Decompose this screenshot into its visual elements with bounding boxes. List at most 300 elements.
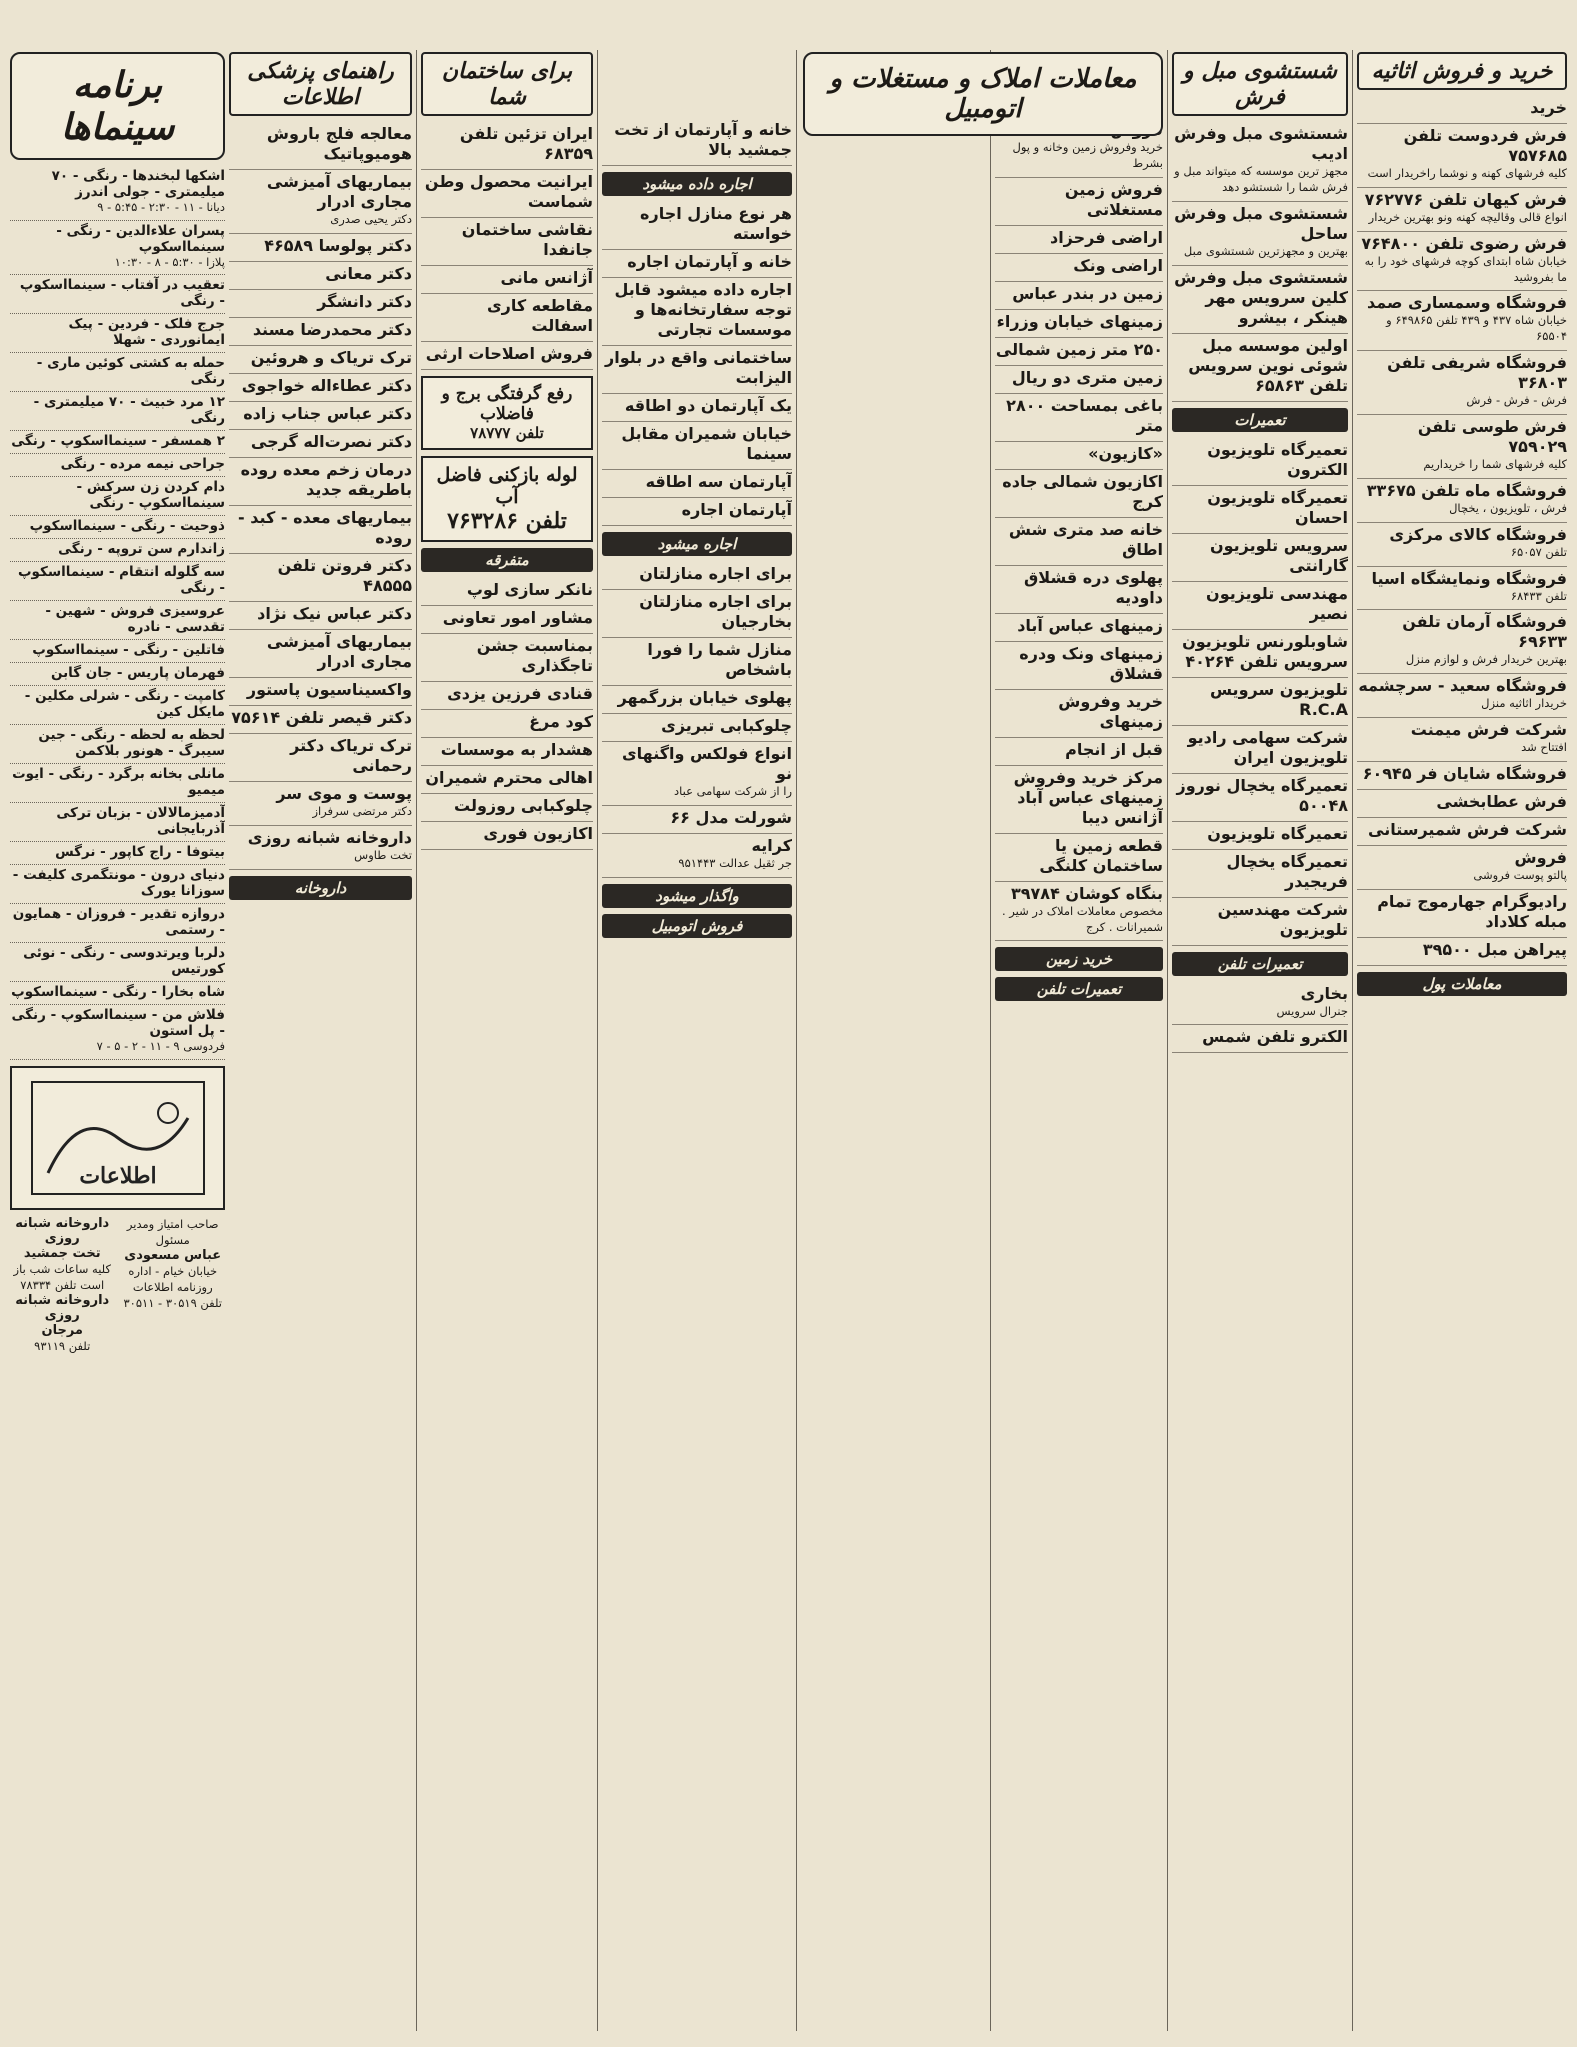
- cinema-film-title: آدمیزمالالان - بزبان ترکی آذربایجانی: [56, 805, 225, 838]
- cinema-film-title: سه گلوله انتقام - سینمااسکوپ - رنگی: [17, 564, 225, 597]
- publisher-label: صاحب امتیاز ومدیر مسئول: [126, 1216, 219, 1247]
- pharmacy-title: داروخانه شبانه روزی: [15, 1215, 110, 1246]
- ad-title: پیراهن مبل ۳۹۵۰۰: [1422, 939, 1567, 959]
- ad-title: فروش: [1514, 848, 1567, 868]
- ad-title: شرکت سهامی رادیو تلویزیون ایران: [1187, 727, 1348, 767]
- ad-title: فرش کیهان تلفن ۷۶۲۷۷۶: [1364, 189, 1567, 209]
- classified-ad: [602, 806, 792, 834]
- ad-title: خیابان شمیران مقابل سینما: [621, 424, 792, 463]
- ad-body: جنرال سرویس: [1276, 1003, 1348, 1018]
- ad-title: فرش طوسی تلفن ۷۵۹۰۲۹: [1417, 417, 1567, 457]
- classified-ad: [1357, 846, 1567, 890]
- classified-ad: [602, 202, 792, 250]
- column-divider: [1352, 50, 1353, 2031]
- classified-ad: [995, 614, 1163, 642]
- classified-ad: [1357, 523, 1567, 567]
- ad-title: تعمیرگاه یخچال نوروز ۵۰۰۴۸: [1176, 775, 1348, 815]
- section-bar: تعمیرات: [1172, 408, 1348, 432]
- ad-list: [1172, 122, 1348, 402]
- ad-title: تعمیرگاه تلویزیون احسان: [1207, 487, 1348, 527]
- ad-body: دکتر مرتضی سرفراز: [312, 803, 412, 818]
- classified-ad: [995, 226, 1163, 254]
- ad-body: تخت طاوس: [354, 847, 412, 862]
- ad-list: [421, 122, 593, 370]
- column-medical: [229, 52, 412, 2033]
- classified-ad: [1172, 582, 1348, 630]
- cinema-film-title: ۱۲ مرد خبیث - ۷۰ میلیمتری - رنگی: [33, 394, 225, 427]
- pharmacy-title: داروخانه شبانه روزی: [15, 1292, 110, 1323]
- column-divider: [416, 50, 417, 2031]
- ad-title: تعمیرگاه یخچال فریجیدر: [1226, 851, 1348, 891]
- classified-ad: [1172, 898, 1348, 946]
- ad-body: تلفن ۶۵۰۵۷: [1510, 544, 1567, 559]
- section-header: شستشوی مبل و فرش: [1172, 52, 1348, 116]
- pharmacy-info: کلیه ساعات شب باز است تلفن ۷۸۳۳۴: [13, 1261, 111, 1292]
- classified-ad: [421, 266, 593, 294]
- cinema-film-title: بیتوفا - راج کاپور - نرگس: [55, 844, 225, 861]
- ad-title: قبل از انجام: [1065, 739, 1163, 759]
- classified-ad: [995, 766, 1163, 834]
- ad-title: اولین موسسه مبل شوئی نوین سرویس تلفن ۶۵۸۶۳: [1188, 335, 1348, 395]
- classified-ad: [1172, 850, 1348, 898]
- classified-ad: [229, 602, 412, 630]
- ad-title: فرش عطابخشی: [1436, 792, 1567, 812]
- classified-ad: [1172, 822, 1348, 850]
- cinema-film-title: زاندارم سن تروپه - رنگی: [58, 541, 225, 558]
- ad-title: پهلوی دره قشلاق داودیه: [1023, 567, 1163, 607]
- ad-title: شرکت فرش شمیرستانی: [1368, 820, 1567, 840]
- cinema-film-title: فلاش من - سینمااسکوپ - رنگی - پل استون: [11, 1007, 225, 1040]
- classified-ad: [1172, 726, 1348, 774]
- classified-ad: [229, 630, 412, 678]
- ad-title: شورلت مدل ۶۶: [670, 807, 792, 827]
- classified-ad: [602, 498, 792, 526]
- classified-ad: [995, 366, 1163, 394]
- ad-body: دکتر یحیی صدری: [330, 212, 412, 226]
- cinema-listing: [10, 275, 225, 314]
- classified-ad: [1172, 334, 1348, 402]
- classified-ad: [1172, 266, 1348, 334]
- column-divider: [597, 50, 598, 2031]
- cinema-listing: [10, 842, 225, 865]
- classified-ad: [421, 794, 593, 822]
- ad-box-drain: [421, 376, 593, 450]
- classified-ad: [421, 738, 593, 766]
- cinema-listing: [10, 982, 225, 1005]
- pharmacy-info: تلفن ۹۳۱۱۹: [34, 1338, 91, 1353]
- cinema-listing: [10, 314, 225, 353]
- cinema-list: [10, 166, 225, 1060]
- ad-title: بیماریهای آمیزشی مجاری ادرار: [266, 172, 412, 211]
- ad-title: آژانس مانی: [500, 268, 593, 287]
- ad-title: ایرانیت محصول وطن شماست: [424, 172, 593, 211]
- classified-ad: [229, 122, 412, 170]
- cinema-listing: [10, 516, 225, 539]
- ad-title: قنادی فرزین یزدی: [447, 684, 593, 703]
- cinema-listing: [10, 454, 225, 477]
- column-divider: [1167, 50, 1168, 2031]
- cinema-listing: [10, 640, 225, 663]
- ad-title: مهندسی تلویزیون نصیر: [1206, 583, 1348, 623]
- classified-ad: [602, 470, 792, 498]
- ad-title: شستشوی مبل وفرش ساحل: [1174, 203, 1348, 243]
- cinema-listing: [10, 1005, 225, 1060]
- ad-title: فروشگاه کالای مرکزی: [1389, 524, 1567, 544]
- cinema-listing: [10, 166, 225, 221]
- classified-ad: [229, 826, 412, 870]
- ad-title: نقاشی ساختمان جانفدا: [461, 220, 593, 259]
- ad-title: فرش رضوی تلفن ۷۶۴۸۰۰: [1361, 233, 1567, 253]
- ad-title: شرکت مهندسین تلویزیون: [1217, 899, 1348, 939]
- ad-title: بیماریهای آمیزشی مجاری ادرار: [266, 631, 412, 671]
- ad-list: [421, 578, 593, 850]
- ad-title: خانه صد متری شش اطاق: [1008, 519, 1163, 559]
- classified-ad: [1172, 774, 1348, 822]
- ad-title: منازل شما را فورا باشخاص: [647, 640, 792, 679]
- cinema-film-title: کامپت - رنگی - شرلی مکلین - مایکل کین: [24, 688, 225, 721]
- ad-title: زمین متری دو ریال: [1011, 367, 1163, 387]
- classified-ad: [421, 218, 593, 266]
- ad-body: کلیه فرشهای شما را خریداریم: [1423, 457, 1567, 472]
- classified-ad: [229, 458, 412, 506]
- ad-body: پالتو پوست فروشی: [1473, 868, 1567, 883]
- classified-ad: [1357, 415, 1567, 479]
- ad-body: جر ثقیل عدالت ۹۵۱۴۴۳: [678, 855, 792, 870]
- column-rentals: [602, 118, 792, 2033]
- classified-ad: [602, 346, 792, 394]
- ad-title: اراضی ونک: [1073, 255, 1163, 275]
- classified-ad: [421, 822, 593, 850]
- classified-ad: [229, 262, 412, 290]
- publisher-name: عباس مسعودی: [124, 1247, 222, 1263]
- classified-ad: [1172, 982, 1348, 1026]
- classified-ad: [995, 178, 1163, 226]
- cinema-film-title: ۲ همسفر - سینمااسکوپ - رنگی: [11, 433, 225, 450]
- classified-ad: [1357, 124, 1567, 188]
- cinema-film-title: عروسیزی فروش - شهین - تقدسی - نادره: [45, 603, 225, 636]
- ad-title: فروشگاه شریفی تلفن ۳۶۸۰۳: [1387, 353, 1567, 393]
- ad-title: زمینهای عباس آباد: [1017, 615, 1163, 635]
- classified-ad: [1172, 202, 1348, 266]
- classified-ad: [1357, 232, 1567, 292]
- classified-ad: [602, 422, 792, 470]
- ad-title: خرید: [1530, 98, 1567, 117]
- cinema-listing: [10, 477, 225, 516]
- classified-ad: [995, 442, 1163, 470]
- ad-body: خریدار اثاثیه منزل: [1481, 696, 1567, 711]
- section-bar: داروخانه: [229, 876, 412, 900]
- ad-title: زمینهای ونک ودره قشلاق: [1019, 643, 1163, 683]
- ad-title: فروشگاه ونمایشگاه اسیا: [1371, 568, 1567, 588]
- ad-title: آپارتمان سه اطاقه: [645, 472, 792, 491]
- classified-ad: [229, 346, 412, 374]
- classified-ad: [421, 342, 593, 370]
- ad-title: ترک تریاک و هروئین: [250, 347, 412, 367]
- classified-ad: [421, 122, 593, 170]
- column-cinemas: [10, 52, 225, 2033]
- ad-list: [229, 122, 412, 870]
- ad-title: ترک تریاک دکتر رحمانی: [290, 735, 412, 775]
- ad-title: ساختمانی واقع در بلوار الیزابت: [605, 348, 792, 387]
- classified-ad: [995, 882, 1163, 942]
- cinema-listing: [10, 562, 225, 601]
- classified-ad: [1357, 938, 1567, 966]
- ad-title: داروخانه شبانه روزی: [247, 827, 412, 847]
- ad-list: [602, 118, 792, 166]
- column-furniture: [1357, 52, 1567, 2033]
- ad-title: تعمیرگاه تلویزیون الکترون: [1207, 439, 1348, 479]
- classified-ad: [602, 118, 792, 166]
- ad-title: دکتر پولوسا ۴۶۵۸۹: [264, 235, 412, 255]
- ad-title: خرید وفروش زمینهای: [1058, 691, 1163, 731]
- classified-ad: [1357, 718, 1567, 762]
- ad-title: الکترو تلفن شمس: [1202, 1027, 1348, 1047]
- classified-ad: [1357, 818, 1567, 846]
- cinema-film-title: دلربا ویرتدوسی - رنگی - نوئی کورتیس: [23, 945, 225, 978]
- cinema-showtimes: فردوسی ۹ - ۱۱ - ۲ - ۵ - ۷: [96, 1039, 225, 1054]
- classified-ad: [602, 562, 792, 590]
- section-bar: متفرقه: [421, 548, 593, 572]
- classified-ad: [602, 638, 792, 686]
- publisher-block: [121, 1216, 226, 1354]
- ad-list: [602, 202, 792, 526]
- ad-title: فروشگاه ماه تلفن ۳۳۶۷۵: [1366, 480, 1567, 500]
- classified-ad: [421, 170, 593, 218]
- classified-ad: [995, 642, 1163, 690]
- cinema-listing: [10, 353, 225, 392]
- classified-ad: [421, 634, 593, 682]
- classified-ad: [421, 766, 593, 794]
- cinema-film-title: جرج فلک - فردین - پیک ایمانوردی - شهلا: [68, 316, 225, 349]
- column-divider: [796, 50, 797, 2031]
- ad-body: مخصوص معاملات املاک در شیر . شمیرانات . کرج: [1001, 903, 1163, 934]
- classified-ad: [1172, 630, 1348, 678]
- classified-ad: [1172, 534, 1348, 582]
- ad-box-line: رفع گرفتگی برج و فاضلاب: [441, 384, 573, 424]
- cinema-listing: [10, 539, 225, 562]
- ad-box-sewer: [421, 456, 593, 542]
- classified-ad: [229, 554, 412, 602]
- cinema-film-title: جراحی نیمه مرده - رنگی: [60, 456, 225, 473]
- ad-list: [1172, 438, 1348, 946]
- cinema-film-title: دام کردن زن سرکش - سینمااسکوپ - رنگی: [76, 479, 225, 512]
- cinema-listing: [10, 431, 225, 454]
- cinema-film-title: ذوحیت - رنگی - سینمااسکوپ: [29, 518, 225, 535]
- classified-ad: [995, 338, 1163, 366]
- ad-title: پهلوی خیابان بزرگمهر: [617, 688, 792, 707]
- ad-title: بمناسبت جشن تاجگذاری: [476, 636, 593, 675]
- ad-body: بهترین خریدار فرش و لوازم منزل: [1405, 652, 1567, 667]
- ad-box-line: لوله بازکنی فاضل آب: [436, 464, 578, 508]
- classified-ad: [995, 310, 1163, 338]
- ad-title: شرکت فرش میمنت: [1410, 720, 1567, 740]
- cinema-film-title: اشکها لبخندها - رنگی - ۷۰ میلیمتری - جولی اندرز: [51, 168, 225, 200]
- ad-title: اراضی فرحزاد: [1049, 227, 1163, 247]
- ad-body: افتتاح شد: [1521, 740, 1567, 755]
- classified-ad: [1357, 291, 1567, 351]
- cinema-film-title: فهرمان پاریس - جان گابن: [50, 665, 225, 682]
- classified-ad: [602, 686, 792, 714]
- ad-title: مرکز خرید وفروش زمینهای عباس آباد آژانس دیبا: [1013, 767, 1163, 827]
- ad-title: دکتر نصرت‌اله گرجی: [250, 431, 412, 451]
- classified-ad: [602, 834, 792, 878]
- section-bar: اجاره میشود: [602, 532, 792, 556]
- ad-title: دکتر معانی: [325, 263, 412, 283]
- column-cleaning-repairs: [1172, 52, 1348, 2033]
- section-header: برای ساختمان شما: [421, 52, 593, 116]
- ad-title: سرویس تلویزیون گارانتی: [1209, 535, 1348, 575]
- cinema-listing: [10, 725, 225, 764]
- section-header: خرید و فروش اثاثیه: [1357, 52, 1567, 90]
- pharmacy-block: [10, 1216, 115, 1354]
- classified-ad: [1357, 674, 1567, 718]
- ad-title: بخاری: [1300, 983, 1348, 1003]
- pharmacy-name: تخت جمشید: [23, 1245, 101, 1261]
- column-real-estate: [995, 52, 1163, 2033]
- ad-title: اجاره داده میشود قابل توجه سفارتخانه‌ها و موسسات تجارتی: [614, 280, 792, 339]
- classified-ad: [229, 430, 412, 458]
- classified-ad: [995, 394, 1163, 442]
- classified-ad: [602, 278, 792, 346]
- cinema-showtimes: پلازا - ۵:۳۰ - ۸ - ۱۰:۳۰: [114, 254, 225, 269]
- cinema-listing: [10, 943, 225, 982]
- classified-ad: [229, 402, 412, 430]
- classified-ad: [602, 714, 792, 742]
- ad-title: ایران تزئین تلفن ۶۸۳۵۹: [459, 124, 593, 163]
- classified-ad: [1357, 188, 1567, 232]
- classified-ad: [421, 606, 593, 634]
- ad-title: دکتر قیصر تلفن ۷۵۶۱۴: [231, 707, 412, 727]
- classified-ad: [229, 734, 412, 782]
- classified-ad: [1357, 890, 1567, 938]
- classified-ad: [229, 170, 412, 234]
- classified-ad: [229, 782, 412, 826]
- section-bar: فروش اتومبیل: [602, 914, 792, 938]
- ad-title: تعمیرگاه تلویزیون: [1207, 823, 1348, 843]
- ad-title: هشدار به موسسات: [440, 740, 593, 759]
- classified-ad: [229, 374, 412, 402]
- ad-title: خانه و آپارتمان اجاره: [627, 252, 792, 271]
- pharmacy-name: مرجان: [41, 1322, 83, 1338]
- classified-ad: [602, 590, 792, 638]
- ad-title: اکازیون شمالی جاده کرج: [1002, 471, 1163, 511]
- classified-ad: [995, 254, 1163, 282]
- classified-ad: [1357, 790, 1567, 818]
- classified-ad: [995, 738, 1163, 766]
- ad-body: خیابان شاه ابتدای کوچه فرشهای خود را به ما بفروشید: [1364, 253, 1567, 284]
- classified-ad: [421, 294, 593, 342]
- ad-body: کلیه فرشهای کهنه و نوشما راخریدار است: [1367, 166, 1567, 180]
- section-bar: معاملات پول: [1357, 972, 1567, 996]
- cinema-showtimes: دیانا - ۱۱ - ۲:۳۰ - ۵:۴۵ - ۹: [97, 200, 225, 214]
- classified-ad: [421, 710, 593, 738]
- ad-title: فرش فردوست تلفن ۷۵۷۶۸۵: [1403, 126, 1567, 165]
- ad-box-phone: تلفن ۷۸۷۷۷: [470, 424, 544, 442]
- classified-ad: [229, 678, 412, 706]
- logo-text: اطلاعات: [78, 1162, 157, 1189]
- classified-ad: [1172, 122, 1348, 202]
- ad-title: پوست و موی سر: [276, 783, 412, 803]
- ad-title: دکتر فروتن تلفن ۴۸۵۵۵: [277, 555, 412, 595]
- classified-ad: [421, 578, 593, 606]
- publisher-phone: تلفن ۳۰۵۱۹ - ۳۰۵۱۱: [123, 1295, 222, 1310]
- classified-ad: [1172, 678, 1348, 726]
- ad-title: انواع فولکس واگنهای نو: [621, 744, 792, 783]
- cinema-film-title: حمله به کشتی کوئین ماری - رنگی: [36, 355, 225, 388]
- column-construction: [421, 52, 593, 2033]
- ad-title: فروشگاه سعید - سرچشمه: [1358, 676, 1567, 696]
- cinema-listing: [10, 803, 225, 842]
- ad-title: قطعه زمین یا ساختمان کلنگی: [1039, 835, 1163, 875]
- classified-ad: [1357, 567, 1567, 611]
- section-header: برنامه سینماها: [10, 52, 225, 160]
- ad-list: [602, 562, 792, 878]
- ad-title: فروشگاه شایان فر ۶۰۹۴۵: [1362, 764, 1567, 784]
- cinema-film-title: شاه بخارا - رنگی - سینمااسکوپ: [11, 984, 225, 1001]
- ettelaat-logo-icon: [28, 1078, 208, 1198]
- classified-ad: [995, 282, 1163, 310]
- ad-title: باغی بمساحت ۲۸۰۰ متر: [1006, 395, 1163, 435]
- ad-title: کود مرغ: [529, 712, 593, 731]
- cinema-film-title: مانلی بخانه برگرد - رنگی - ایوت میمیو: [12, 766, 225, 799]
- ad-title: زمینهای خیابان وزراء: [996, 311, 1163, 331]
- cinema-listing: [10, 904, 225, 943]
- classified-ad: [229, 290, 412, 318]
- ad-title: مشاور امور تعاونی: [442, 608, 593, 627]
- ad-title: اهالی محترم شمیران: [425, 768, 593, 787]
- classified-ad: [602, 742, 792, 806]
- ad-title: چلوکبابی روزولت: [454, 796, 593, 815]
- ad-title: دکتر عباس نیک نژاد: [257, 603, 412, 623]
- ad-title: ۲۵۰ متر زمین شمالی: [995, 339, 1163, 359]
- cinema-film-title: فاتلین - رنگی - سینمااسکوپ: [32, 642, 225, 659]
- cinema-film-title: تعقیب در آفتاب - سینمااسکوپ - رنگی: [19, 277, 225, 310]
- ad-title: هر نوع منازل اجاره خواسته: [640, 204, 792, 243]
- ad-list: [995, 118, 1163, 941]
- cinema-listing: [10, 865, 225, 904]
- ad-title: بیماریهای معده - کبد - روده: [238, 507, 412, 547]
- cinema-listing: [10, 764, 225, 803]
- ad-title: واکسیناسیون پاستور: [246, 679, 412, 699]
- column-divider: [990, 50, 991, 2031]
- classified-ad: [229, 234, 412, 262]
- ad-title: فروش زمین مستغلاتی: [1064, 179, 1163, 219]
- section-bar: اجاره داده میشود: [602, 172, 792, 196]
- ad-title: «کازیون»: [1088, 443, 1163, 463]
- classified-ad: [1172, 486, 1348, 534]
- classified-ad: [229, 706, 412, 734]
- classified-ad: [1357, 96, 1567, 124]
- ad-title: خانه و آپارتمان از تخت جمشید بالا: [614, 120, 792, 159]
- section-bar: خرید زمین: [995, 947, 1163, 971]
- classified-ad: [1357, 351, 1567, 415]
- ad-title: دکتر محمدرضا مسند: [252, 319, 412, 339]
- classified-ad: [995, 690, 1163, 738]
- ad-title: برای اجاره منازلتان بخارجیان: [639, 592, 792, 631]
- section-bar: تعمیرات تلفن: [1172, 952, 1348, 976]
- cinema-film-title: دروازه تقدیر - فروزان - همایون - رستمی: [12, 906, 225, 939]
- publisher-address: خیابان خیام - اداره روزنامه اطلاعات: [128, 1263, 218, 1294]
- cinema-film-title: لحظه به لحظه - رنگی - جین سیبرگ - هونور بلاکمن: [38, 727, 225, 760]
- ad-title: فروشگاه آرمان تلفن ۶۹۶۳۳: [1402, 612, 1567, 652]
- classified-ad: [995, 470, 1163, 518]
- classified-ad: [1357, 762, 1567, 790]
- cinema-listing: [10, 392, 225, 431]
- ad-body: بهترین و مجهزترین شستشوی مبل: [1183, 243, 1348, 258]
- classified-ad: [995, 566, 1163, 614]
- ad-title: معالجه فلج باروش هومیوپاتیک: [266, 124, 412, 163]
- classified-ad: [995, 518, 1163, 566]
